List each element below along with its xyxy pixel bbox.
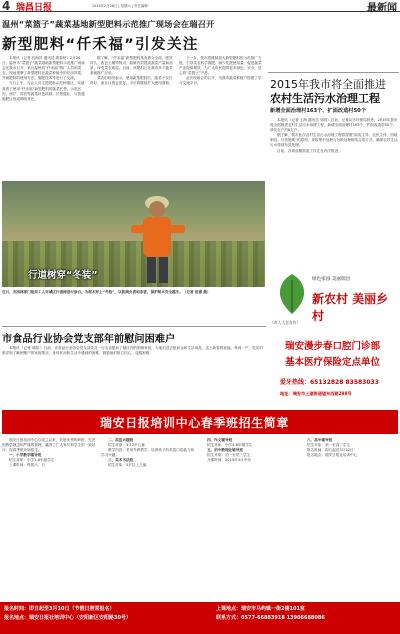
training-paragraph: 招生对象：小学3-6年级学生 <box>207 443 253 448</box>
leaf-icon <box>272 272 312 316</box>
photo-overlay-caption: 行道树穿“冬装” <box>28 270 98 281</box>
lead-column-2 <box>90 56 174 178</box>
training-paragraph: 报名地点：瑞安日报社培训中心 <box>307 453 358 458</box>
green-ad-title: 绿色家园 美丽瑞昌 <box>312 277 351 282</box>
right-story-paragraph: 据了解，我市此次农村生活污水治理工程将按照“政府主导、农民主体、因地制宜、分类施策”的原则，采取集中处理与分散处理相结合的方式，确保农村生活污水得到有效处理。 <box>270 133 398 148</box>
green-ad-credit: （市人大办宣传） <box>270 320 301 325</box>
right-story-rule <box>268 72 399 73</box>
clinic-ad-subtitle: 基本医疗保险定点单位 <box>285 357 381 368</box>
lead-kicker: 温州“菜篮子”蔬菜基地新型肥料示范推广现场会在瑞召开 <box>2 19 215 29</box>
clinic-ad-title: 瑞安漫步春口腔门诊部 <box>285 341 381 352</box>
lead-column-1 <box>2 56 85 178</box>
training-paragraph: 招生对象：小学1-6年级学生 <box>9 458 55 463</box>
right-story-title-line-1: 2015年我市将全面推进 <box>270 78 386 91</box>
masthead <box>0 0 400 12</box>
training-paragraph: 教学内容：采用外教教学，培养孩子的英语口语能力和学习兴趣。 <box>101 448 195 458</box>
right-story-title-line-2: 农村生活污水治理工程 <box>270 92 380 105</box>
second-story-body <box>2 346 266 404</box>
training-paragraph: 招生对象：3-12岁儿童 <box>108 443 145 448</box>
lead-column-3 <box>179 56 265 178</box>
training-paragraph: 报名时间：即日起至3月10日 <box>307 448 354 453</box>
clinic-ad-address: 地址：瑞安市上望街道望东西路288号 <box>280 391 352 396</box>
training-paragraph: 招生对象：高一至高三学生 <box>307 443 351 448</box>
training-heading: 一、小学数学辅导班 <box>9 453 42 458</box>
footer-band <box>0 602 400 634</box>
footer-line-1: 报名时间：即日起至3月10日（节假日照常报名） <box>4 606 115 612</box>
footer-line-3: 上课地点：瑞安市马屿镇一街2楼101室 <box>216 606 305 612</box>
footer-line-2: 报名地点：瑞安日报社培训中心（安阳新区安阳路30号） <box>4 615 131 621</box>
training-heading: 六、高中辅导班 <box>307 438 333 442</box>
training-heading: 四、作文辅导班 <box>207 438 233 442</box>
second-story-paragraph: 本报讯（记者 项瑞 ）日前，市食品行业协会党支部党员一行走访慰问了辖区内的困难家庭，为他们送去慰问金和生活用品，送上新春的祝福。每到一户，党员们都详细了解困难户的家庭情况、身体状况和生活中遇到的困难，鼓励他们树立信心，克服困难。 <box>2 346 263 356</box>
lead-paragraph: 此次现场会的召开，为我市蔬菜种植户搭建了学习交流平台。 <box>179 76 262 86</box>
training-paragraph: 瑞安日报培训中心自成立以来，凭借优秀的师资、先进的教学理念和严谨的管理，赢得了广大家长和学生的一致好评。现春季班开始招生。 <box>2 438 96 453</box>
training-column-3 <box>200 438 296 598</box>
lead-paragraph: 当日上午，与会人员走进肥料示范种植区，实地查看了使用“仟禾福”新型肥料的蔬菜长势。示范区内，西芹、莴苣等蔬菜叶色浓绿、长势健壮，与普通施肥区形成鲜明对比。 <box>2 81 85 101</box>
lead-paragraph: 菜农们纷纷表示，使用新型肥料后，蔬菜不仅长得好，而且口感也更好，今后将继续扩大使用面积。 <box>90 76 173 86</box>
training-paragraph: 招生对象：初一至初三学生 <box>207 453 251 458</box>
right-story-paragraph: 目前，各项前期准备工作正在有序推进。 <box>277 148 342 153</box>
training-heading: 五、初中数理化辅导班 <box>207 448 243 453</box>
footer-line-4: 联系方式：0577-66883918 13906688086 <box>216 615 325 621</box>
training-column-1 <box>2 438 97 598</box>
masthead-meta: 2015年2月28日 | 星期六 | 责任编辑： <box>92 4 151 8</box>
news-photo <box>2 181 265 287</box>
training-column-2 <box>101 438 196 598</box>
lead-paragraph: 据了解，“仟禾福”新型肥料具有养分全面、肥效持久、改良土壤等特点，能够有效提高蔬菜产量和品质，深受菜农欢迎。目前，该肥料已在我市多个蔬菜基地推广应用。 <box>90 56 173 76</box>
photo-caption: 近日，市园林部门组织工人对城区行道树进行涂白，为树木穿上“冬装”，以防病虫害和冻害，保护树木安全越冬。（记者 赵睿 摄） <box>2 290 211 294</box>
section-title: 最新闻 <box>367 3 397 14</box>
divider <box>2 326 266 327</box>
right-story-body <box>270 118 398 264</box>
page-number: 4 <box>2 0 11 13</box>
training-paragraph: 招生对象：5岁以上儿童 <box>108 463 147 468</box>
right-story-subtitle: 新增全面治理村163个、扩面改造村50个 <box>270 108 366 114</box>
right-story-paragraph: 本报讯（记者 王海 通讯员 吴明）日前，记者从市环保局获悉，2015年我市将全面推进农村生活污水治理工程，新增全面治理村163个、扩面改造村50个，涉及农户约6万户。 <box>270 118 398 133</box>
training-heading: 二、英语兴趣班 <box>108 438 134 442</box>
training-column-4 <box>300 438 398 598</box>
lead-paragraph: 下一步，我市将继续加大新型肥料的示范推广力度，引导菜农科学施肥，减少化肥使用量，促进蔬菜产业提质增效，为广大市民提供更多绿色、安全、放心的“菜篮子”产品。 <box>179 56 262 76</box>
green-ad-caption: 新农村 美丽乡村 <box>312 292 389 323</box>
clinic-ad-phone: 爱牙热线：65132828 83583033 <box>280 379 379 386</box>
training-paragraph: 开课时间：2015年3月中旬 <box>207 458 251 463</box>
training-heading: 三、美术书法班 <box>108 458 134 463</box>
lead-paragraph: 本报讯（记者 包海昌 通讯员 胡春秋）2月26日，温州市“菜篮子”蔬菜基地新型肥料示范推广现场会在我市召开，来自温州的“仟禾福”推广人员和菜农，现场观摩了新型肥料在蔬菜种植中的应用效果，并就肥料的使用方法、施肥技术等进行了交流。 <box>2 56 85 81</box>
training-paragraph: 上课时间：每周六、日 <box>9 463 45 468</box>
second-story-headline: 市食品行业协会党支部年前慰问困难户 <box>2 334 176 345</box>
worker-figure <box>117 189 197 285</box>
paper-name: 瑞昌日报 <box>16 3 53 13</box>
lead-headline: 新型肥料“仟禾福”引发关注 <box>2 37 199 53</box>
training-banner-title: 瑞安日报培训中心春季班招生简章 <box>100 416 290 430</box>
